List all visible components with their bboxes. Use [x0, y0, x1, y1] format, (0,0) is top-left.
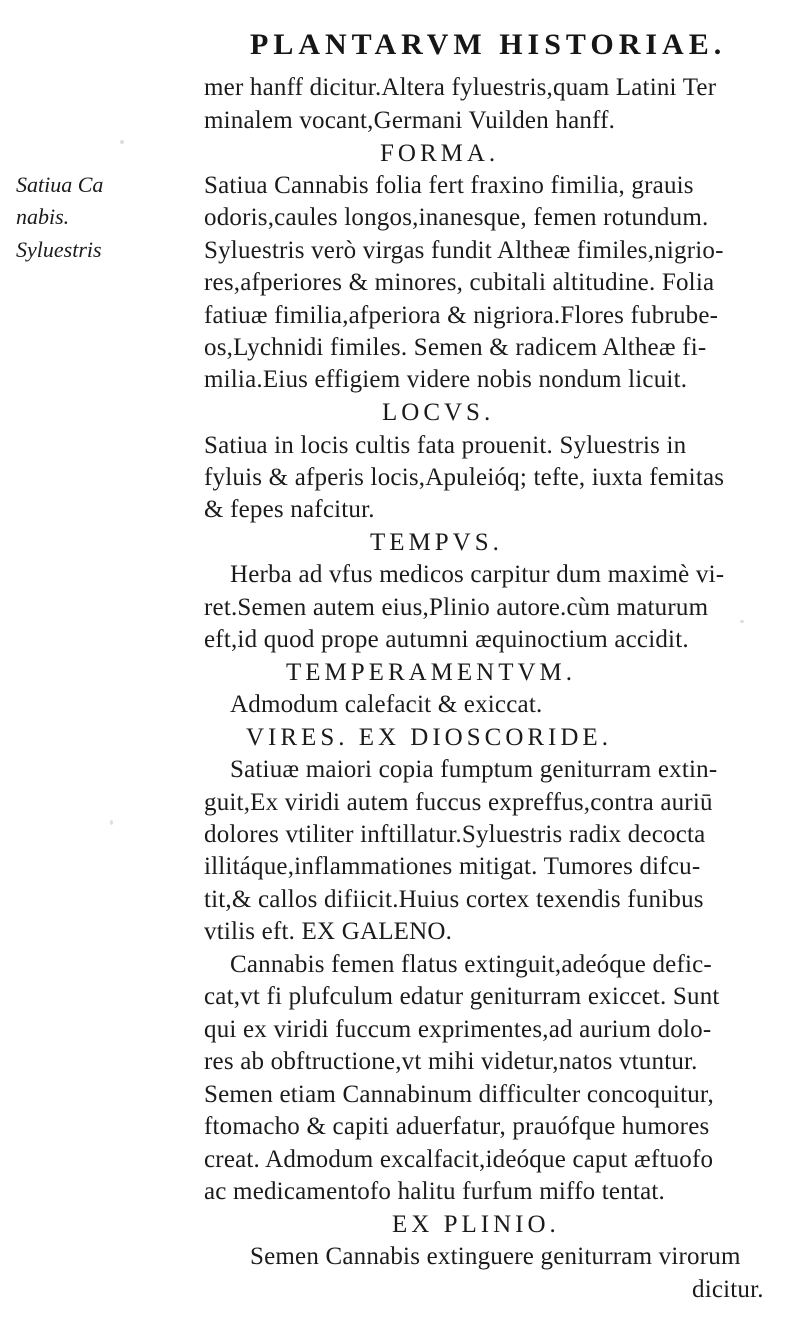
text-line: fyluis & afperis locis,Apuleióq; tefte, iuxta femitas	[204, 464, 725, 491]
text-line-ex-galeno: vtilis eft. EX GALENO.	[204, 918, 453, 945]
section-heading-tempus: TEMPVS.	[370, 529, 503, 556]
text-line: Semen etiam Cannabinum difficulter concoquitur,	[204, 1081, 714, 1108]
text-line: ftomacho & capiti aduerfatur, prauófque humores	[204, 1113, 710, 1140]
text-line: os,Lychnidi fimiles. Semen & radicem Altheæ fi-	[204, 334, 707, 361]
paper-speck	[120, 140, 124, 144]
text-line: Cannabis femen flatus extinguit,adeóque defic-	[230, 951, 712, 978]
section-heading-vires-dioscoride: VIRES. EX DIOSCORIDE.	[246, 724, 612, 751]
text-line: tit,& callos difiicit.Huius cortex texendis funibus	[204, 886, 704, 913]
paper-speck	[740, 620, 744, 623]
text-line: minalem vocant,Germani Vuilden hanff.	[204, 107, 616, 134]
section-heading-locus: LOCVS.	[382, 399, 495, 426]
margin-note-syluestris: Syluestris	[16, 237, 102, 262]
text-line: creat. Admodum excalfacit,ideóque caput æftuofo	[204, 1146, 714, 1173]
text-line: eft,id quod prope autumni æquinoctium accidit.	[204, 626, 689, 653]
text-line: res,afperiores & minores, cubitali altitudine. Folia	[204, 269, 715, 296]
text-line: odoris,caules longos,inanesque, femen rotundum.	[204, 204, 709, 231]
text-line: Admodum calefacit & exiccat.	[230, 691, 543, 718]
margin-note-satiua: Satiua Ca	[16, 172, 104, 197]
text-line: cat,vt fi plufculum edatur geniturram exiccet. Sunt	[204, 983, 720, 1010]
section-heading-ex-plinio: EX PLINIO.	[392, 1211, 560, 1238]
margin-note-cannabis: nabis.	[16, 204, 70, 229]
text-line: ret.Semen autem eius,Plinio autore.cùm maturum	[204, 594, 709, 621]
text-line: dolores vtiliter inftillatur.Syluestris radix decocta	[204, 821, 706, 848]
text-line: qui ex viridi fuccum exprimentes,ad aurium dolo-	[204, 1016, 712, 1043]
text-line: Satiua in locis cultis fata prouenit. Syluestris in	[204, 432, 687, 459]
text-line: & fepes nafcitur.	[204, 496, 375, 523]
paper-speck	[110, 820, 113, 825]
text-line: illitáque,inflammationes mitigat. Tumores difcu-	[204, 853, 701, 880]
text-line: guit,Ex viridi autem fuccus expreffus,contra auriū	[204, 789, 713, 816]
text-line: Satiuæ maiori copia fumptum geniturram extin-	[230, 756, 718, 783]
section-heading-forma: FORMA.	[380, 140, 500, 167]
section-heading-temperamentum: TEMPERAMENTVM.	[286, 659, 577, 686]
text-line: ac medicamentofo halitu furfum miffo tentat.	[204, 1178, 665, 1205]
text-line: milia.Eius effigiem videre nobis nondum licuit.	[204, 366, 688, 393]
text-line: Herba ad vfus medicos carpitur dum maximè vi-	[230, 561, 725, 588]
text-line: dicitur.	[692, 1276, 764, 1303]
text-line: mer hanff dicitur.Altera fyluestris,quam Latini Ter	[204, 74, 717, 101]
text-line: fatiuæ fimilia,afperiora & nigriora.Flores fubrube-	[204, 302, 719, 329]
text-line: Satiua Cannabis folia fert fraxino fimilia, grauis	[204, 172, 694, 199]
text-line: Syluestris verò virgas fundit Altheæ fimiles,nigrio-	[204, 237, 724, 264]
text-line: res ab obftructione,vt mihi videtur,natos vtuntur.	[204, 1048, 698, 1075]
running-head: PLANTARVM HISTORIAE.	[250, 28, 727, 61]
text-line: Semen Cannabis extinguere geniturram virorum	[250, 1243, 741, 1270]
